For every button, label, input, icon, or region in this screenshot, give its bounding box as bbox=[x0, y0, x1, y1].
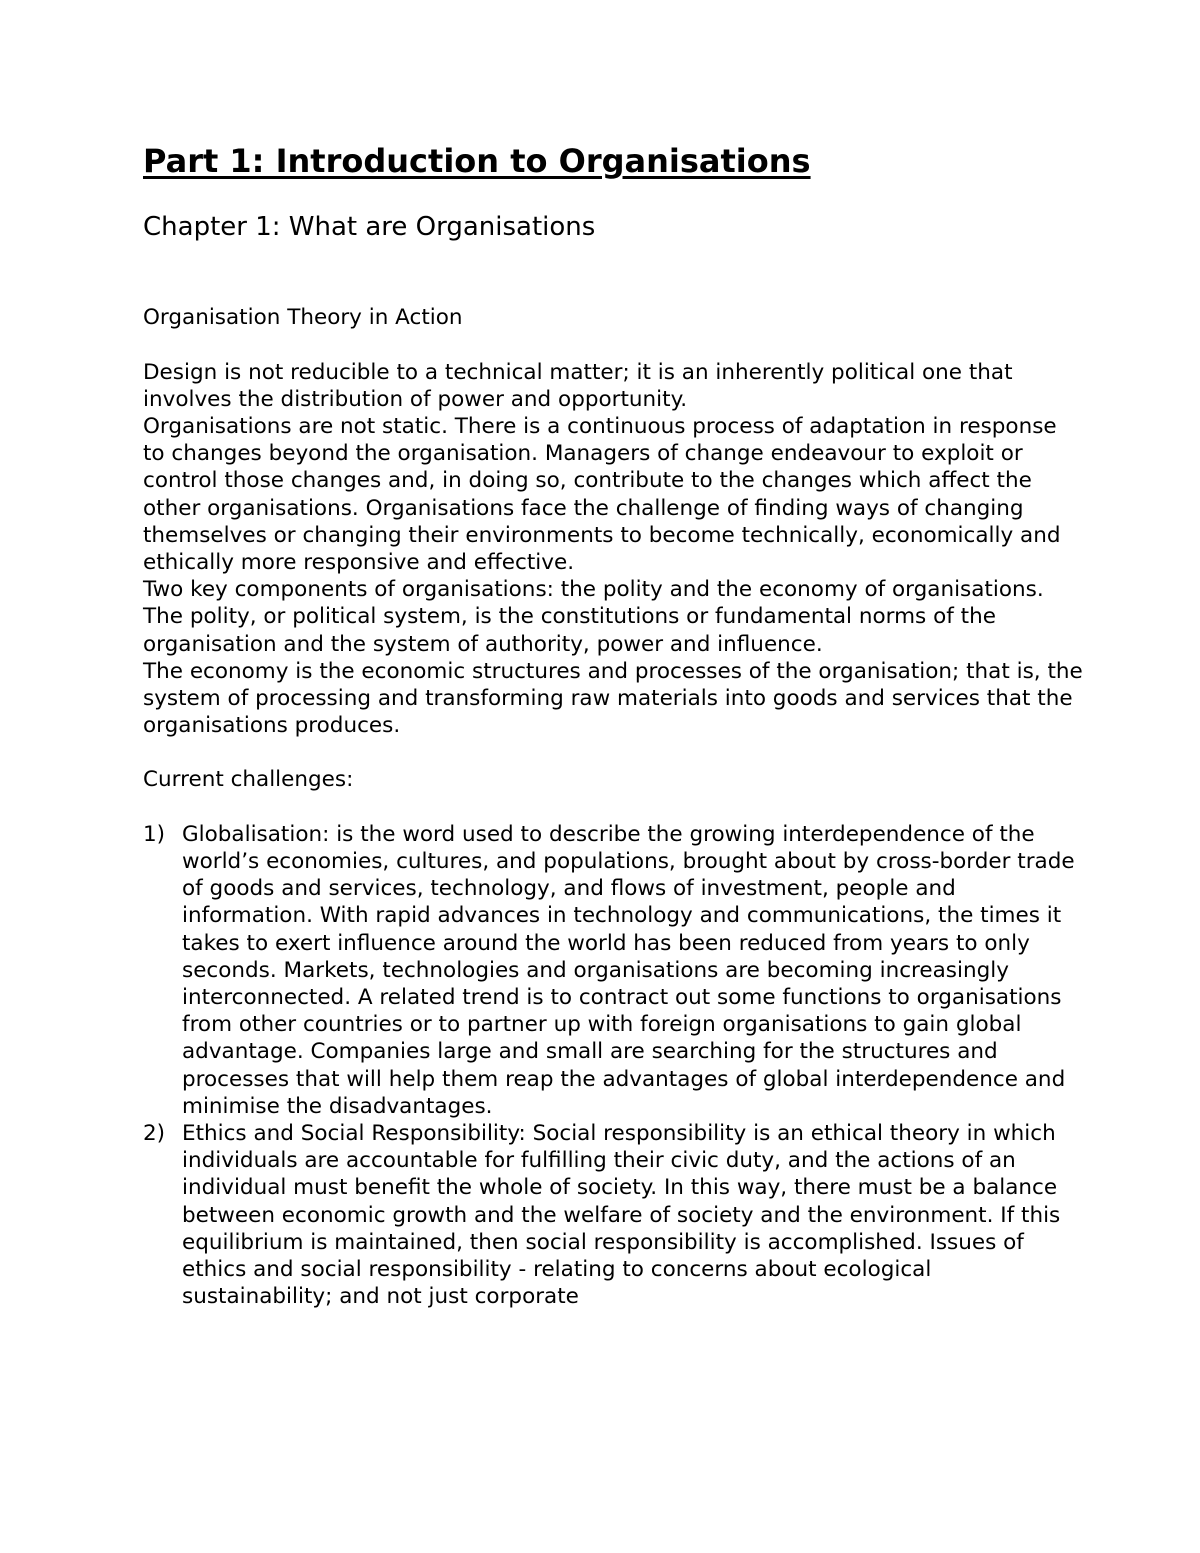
list-item-number: 2) bbox=[143, 1121, 166, 1147]
intro-paragraphs bbox=[143, 359, 1083, 740]
chapter-title: Chapter 1: What are Organisations bbox=[143, 212, 596, 242]
challenges-label: Current challenges: bbox=[143, 767, 354, 793]
list-item-text: Ethics and Social Responsibility: Social responsibility is an ethical theory in which individuals are accountable for fulfilling their civic duty, and the actions of an individual must benefit the whole of society. In this way, there must be a balance between economic growth and the welfare of society and the environment. If this equilibrium is maintained, then social responsibility is accomplished. Issues of ethics and social responsibility - relating to concerns about ecological sustainability; and not just corporate bbox=[182, 1121, 1061, 1310]
list-item-text: Globalisation: is the word used to describe the growing interdependence of the world’s economies, cultures, and populations, brought about by cross-border trade of goods and services, technology, and flows of investment, people and information. With rapid advances in technology and communications, the times it takes to exert influence around the world has been reduced from years to only seconds. Markets, technologies and organisations are becoming increasingly interconnected. A related trend is to contract out some functions to organisations from other countries or to partner up with foreign organisations to gain global advantage. Companies large and small are searching for the structures and processes that will help them reap the advantages of global interdependence and minimise the disadvantages. bbox=[182, 821, 1075, 1119]
document-page bbox=[143, 140, 1083, 1311]
paragraph: The polity, or political system, is the constitutions or fundamental norms of the organisation and the system of authority, power and influence. bbox=[143, 604, 996, 657]
paragraph: Design is not reducible to a technical matter; it is an inherently political one that involves the distribution of power and opportunity. bbox=[143, 359, 1013, 412]
paragraph: Organisations are not static. There is a continuous process of adaptation in response to changes beyond the organisation. Managers of change endeavour to exploit or control those changes and, in doing so, contribute to the changes which affect the other organisations. Organisations face the challenge of finding ways of changing themselves or changing their environments to become technically, economically and ethically more responsive and effective. bbox=[143, 413, 1061, 575]
paragraph: The economy is the economic structures and processes of the organisation; that is, the system of processing and transforming raw materials into goods and services that the organisations produces. bbox=[143, 658, 1083, 739]
section-label: Organisation Theory in Action bbox=[143, 305, 463, 330]
list-item bbox=[143, 821, 1083, 1120]
part-title: Part 1: Introduction to Organisations bbox=[143, 142, 811, 180]
list-item bbox=[143, 1120, 1083, 1310]
challenge-list bbox=[143, 821, 1083, 1311]
list-item-number: 1) bbox=[143, 821, 166, 847]
paragraph: Two key components of organisations: the polity and the economy of organisations. bbox=[143, 577, 1044, 603]
